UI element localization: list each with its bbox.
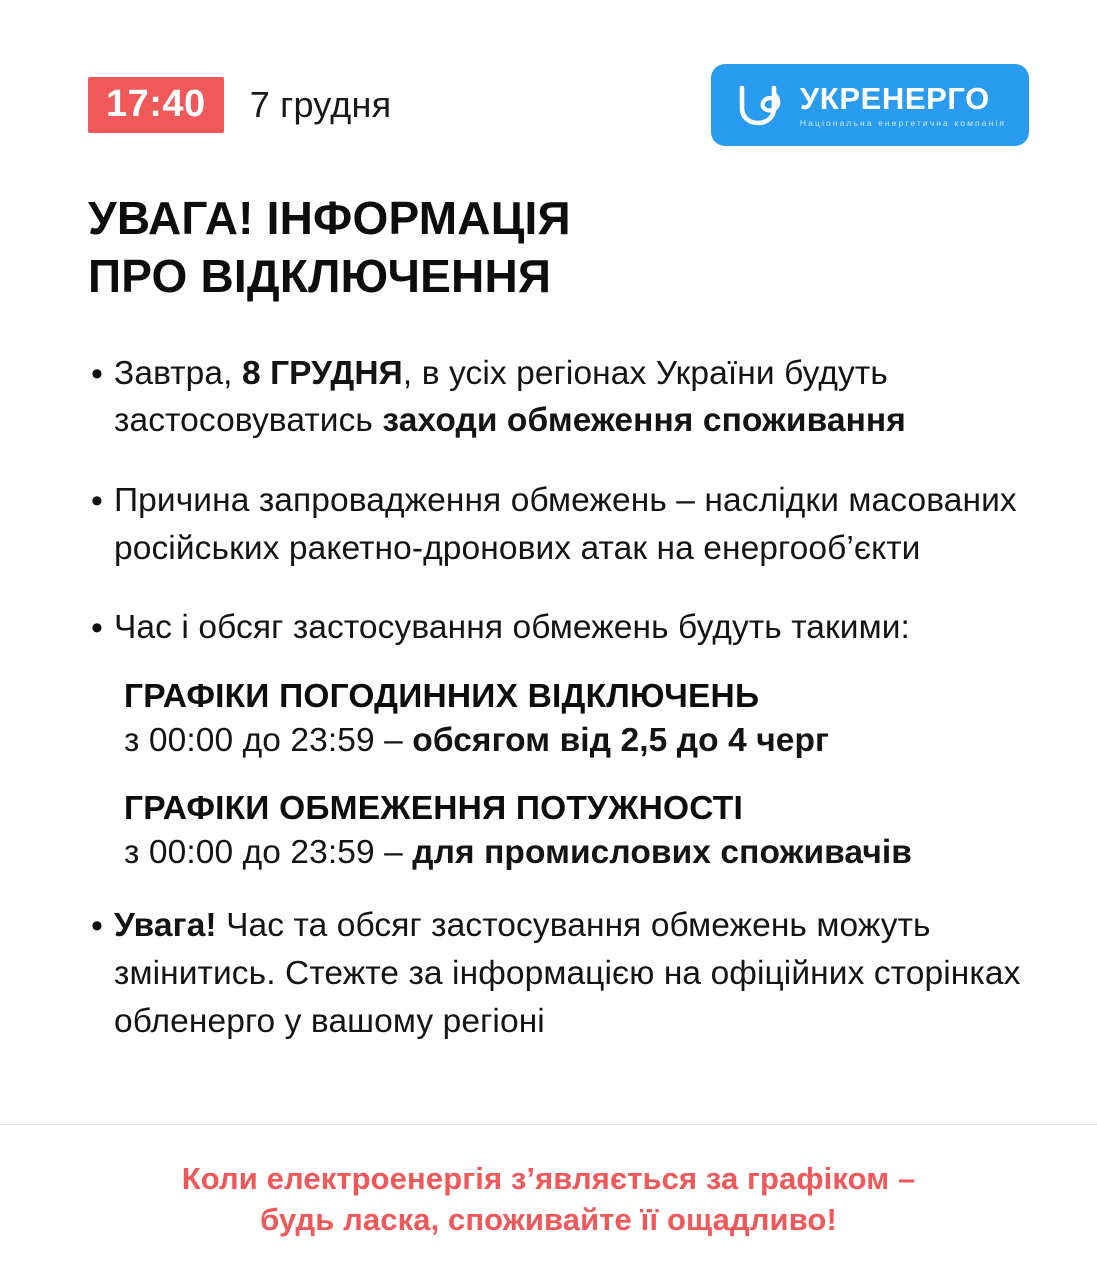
time-badge: 17:40 [88, 77, 224, 133]
schedule-detail-plain: з 00:00 до 23:59 – [124, 722, 413, 760]
bullet-fragment-2: 8 ГРУДНЯ [241, 354, 403, 392]
bullet-fragment-1: Причина запровадження обмежень – наслідки масованих російських ракетно-дронових атак на енергооб’єкти [114, 482, 1017, 567]
page-title [0, 148, 1097, 306]
content-body [0, 306, 1097, 1115]
logo-title: УКРЕНЕРГО [799, 80, 990, 116]
bullet-fragment-3: , в усіх регіонах України будуть застосовуватись [114, 354, 888, 440]
note-lead: Увага! [114, 907, 217, 945]
schedule-detail-bold: для промислових споживачів [412, 834, 912, 872]
note-text [114, 902, 1037, 1045]
schedule-block-hourly [124, 678, 1037, 760]
list-item [88, 477, 1037, 572]
bullet-text-2 [114, 477, 1037, 572]
schedule-title: ГРАФІКИ ОБМЕЖЕННЯ ПОТУЖНОСТІ [124, 790, 743, 828]
note-body: Час та обсяг застосування обмежень можуть змінитись. Стежте за інформацією на офіційних сторінках обленерго у вашому регіоні [114, 907, 1021, 1040]
ukrenergo-logo [711, 64, 1029, 146]
schedule-detail-plain: з 00:00 до 23:59 – [124, 834, 413, 872]
logo-text-block [799, 80, 1007, 128]
ukrenergo-logo-icon [734, 82, 786, 128]
bullet-fragment-1: Час і обсяг застосування обмежень будуть такими: [114, 609, 910, 647]
bullet-icon: • [91, 482, 103, 521]
schedule-block-power-limit [124, 790, 1037, 872]
bullet-text-3 [114, 604, 1037, 652]
bullet-fragment-4: заходи обмеження споживання [382, 402, 906, 440]
list-item [88, 350, 1037, 445]
header [0, 0, 1097, 148]
footer-message [0, 1125, 1097, 1280]
logo-subtitle: Національна енергетична компанія [799, 117, 1007, 128]
page-title-line-1: УВАГА! ІНФОРМАЦІЯ [88, 192, 571, 244]
bullet-icon: • [91, 354, 103, 393]
page-title-line-2: ПРО ВІДКЛЮЧЕННЯ [88, 249, 552, 302]
list-item [88, 604, 1037, 652]
footer-line-2: будь ласка, споживайте її ощадливо! [260, 1201, 837, 1237]
schedule-title: ГРАФІКИ ПОГОДИННИХ ВІДКЛЮЧЕНЬ [124, 678, 760, 716]
footer-line-1: Коли електроенергія з’являється за графіком – [181, 1161, 916, 1197]
bullet-icon: • [91, 907, 103, 946]
schedule-detail-bold: обсягом від 2,5 до 4 черг [412, 722, 830, 760]
list-item-note [88, 902, 1037, 1045]
bullet-fragment-1: Завтра, [114, 354, 242, 392]
date-label: 7 грудня [249, 84, 392, 125]
bullet-text-1 [114, 350, 1037, 445]
schedule-detail [124, 722, 1037, 760]
bullet-icon: • [91, 609, 103, 648]
schedule-detail [124, 834, 1037, 872]
